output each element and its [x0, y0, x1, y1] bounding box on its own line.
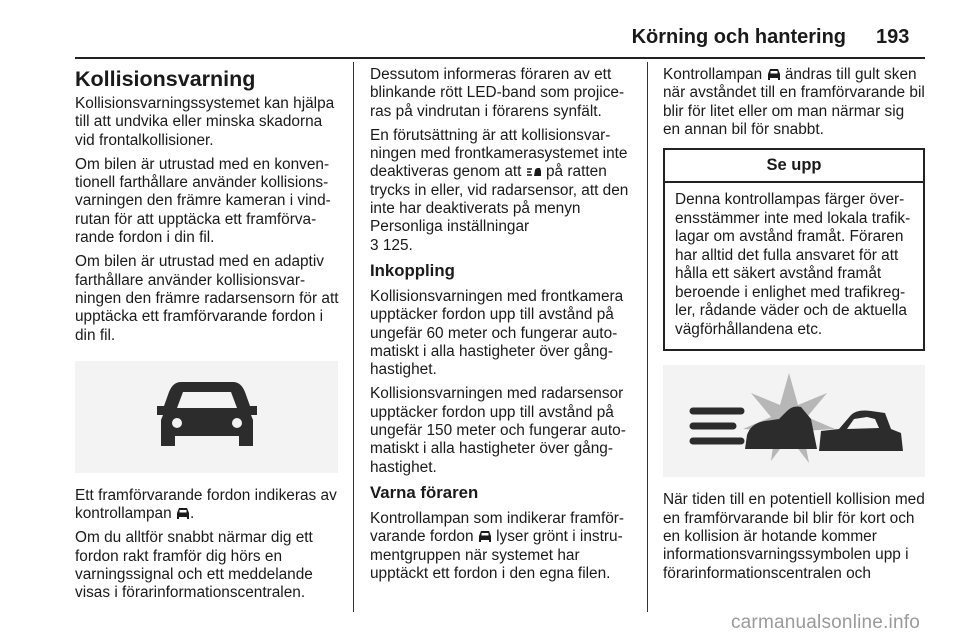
- car-front-icon: [157, 378, 257, 456]
- collision-warning-illustration: [663, 365, 925, 477]
- vehicle-ahead-illustration: [75, 361, 338, 473]
- paragraph: Kontrollampan ändras till gult sken när avståndet till en framförvarande bil blir för litet eller om man närmar sig en annan bil för snabbt.: [663, 66, 925, 138]
- collision-warning-button-icon: [526, 165, 542, 178]
- watermark: carmanualsonline.info: [730, 612, 920, 633]
- paragraph: Dessutom informeras föraren av ett blinkande rött LED-band som projiceras på vindrutan i förarens synfält.: [370, 66, 625, 120]
- vehicle-ahead-icon: [478, 530, 492, 543]
- paragraph: Om du alltför snabbt närmar dig ett fordon rakt framför dig hörs en varningssignal och ett meddelande visas i förarinformationscentralen.: [75, 529, 313, 602]
- warning-title: Se upp: [665, 150, 923, 183]
- paragraph: Kontrollampan som indikerar framförvarande fordon lyser grönt i instrumentgruppen när systemet har upptäckt ett fordon i den egna filen.: [370, 509, 625, 582]
- paragraph: När tiden till en potentiell kollision med en framförvarande bil blir för kort och en kollision är hotande kommer informationsvarningssymbolen upp i förarinformationscentralen och: [663, 491, 925, 582]
- paragraph: Kollisionsvarningen med frontkamera upptäcker fordon upp till avstånd på ungefär 60 meter och fungerar automatiskt i alla hastigheter över gånghastighet.: [370, 287, 624, 379]
- warning-text: Denna kontrollampas färger överensstämmer inte med lokala trafiklagar om avstånd framåt. Föraren har alltid det fulla ansvaret för att hålla ett säkert avstånd framåt beroende i enlighet med trafikregler, rådande väder och de aktuella vägförhållandena etc.: [675, 191, 911, 338]
- page-header-title: Körning och hantering: [631, 26, 846, 48]
- page-number: 193: [876, 26, 910, 48]
- column-divider-1: [353, 62, 354, 612]
- vehicle-ahead-icon: [767, 68, 781, 81]
- paragraph: Kollisionsvarningen med radarsensor upptäcker fordon upp till avstånd på ungefär 150 meter och fungerar automatiskt i alla hastigheter över gånghastighet.: [370, 385, 626, 476]
- column-divider-2: [647, 62, 648, 612]
- header-rule: [75, 57, 925, 59]
- column-1: [75, 66, 341, 609]
- column-2: [370, 66, 636, 589]
- column-3: [663, 66, 925, 589]
- paragraph: Om bilen är utrustad med en konventionell farthållare använder kollisionsvarningen den främre kameran i vindrutan för att upptäcka ett framförvarande fordon i din fil.: [75, 155, 331, 247]
- warning-box: [663, 148, 925, 351]
- paragraph: Ett framförvarande fordon indikeras av kontrollampan .: [75, 486, 337, 523]
- subheading-inkoppling: Inkoppling: [370, 260, 455, 280]
- paragraph: Kollisionsvarningssystemet kan hjälpa till att undvika eller minska skadorna vid frontalkollisioner.: [75, 95, 335, 149]
- subheading-varna: Varna föraren: [370, 482, 479, 502]
- collision-alert-icon: [679, 371, 909, 471]
- vehicle-ahead-icon: [176, 507, 190, 520]
- section-heading: Kollisionsvarning: [75, 67, 256, 91]
- paragraph: En förutsättning är att kollisionsvarningen med frontkamerasystemet inte deaktiveras genom att på ratten trycks in eller, vid radarsensor, att den inte har deaktiverats på menyn Personliga inställningar 3 125.: [370, 126, 629, 254]
- paragraph: Om bilen är utrustad med en adaptiv farthållare använder kollisionsvarningen den främre radarsensorn för att upptäcka ett framförvarande fordon i din fil.: [75, 253, 339, 344]
